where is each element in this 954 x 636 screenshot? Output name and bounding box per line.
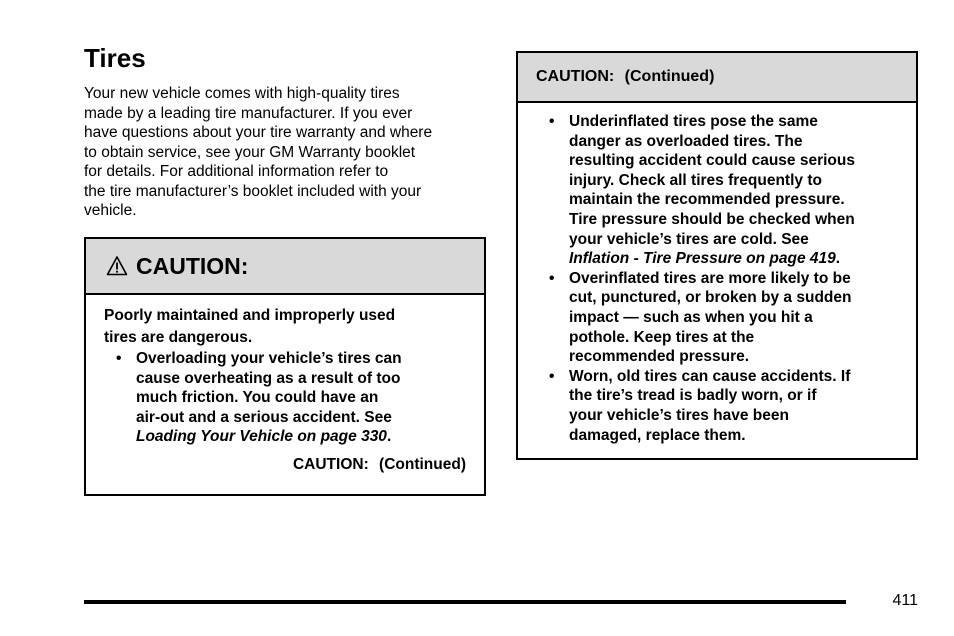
caution-header <box>86 239 484 295</box>
bullet-line: the tire’s tread is badly worn, or if <box>569 387 817 405</box>
bullet-line: impact — such as when you hit a <box>569 308 813 326</box>
bullet-item <box>104 349 466 447</box>
caution-heading: CAUTION: <box>136 252 249 279</box>
bullet-line: danger as overloaded tires. The <box>569 132 803 150</box>
caution-continued-header <box>518 53 916 103</box>
warning-triangle-icon <box>106 255 128 277</box>
bullet-line: • Overinflated tires are more likely to be <box>569 269 851 287</box>
bullet-ref-line: Inflation - Tire Pressure on page 419. <box>569 250 841 268</box>
lead-line: Poorly maintained and improperly used <box>104 307 396 324</box>
bullet-item <box>534 367 898 445</box>
caution-continued-body <box>518 103 916 445</box>
bullet-line: cut, punctured, or broken by a sudden <box>569 289 852 307</box>
bullet-line: • Worn, old tires can cause accidents. If <box>569 367 851 385</box>
bullet-item <box>534 112 898 269</box>
caution-bullets <box>104 349 466 447</box>
bullet-item <box>534 269 898 367</box>
caution-box <box>84 237 486 496</box>
bullet-ref-line: Loading Your Vehicle on page 330. <box>136 428 392 446</box>
page-reference-link: Inflation - Tire Pressure on page 419 <box>569 250 836 268</box>
bullet-line: maintain the recommended pressure. <box>569 191 845 209</box>
caution-continued-box <box>516 51 918 460</box>
intro-line: the tire manufacturer’s booklet included with your <box>84 182 422 200</box>
page-title: Tires <box>84 43 146 73</box>
bullet-line: your vehicle’s tires have been <box>569 406 789 424</box>
bullet-line: • Overloading your vehicle’s tires can <box>136 350 402 367</box>
page-reference-link: Loading Your Vehicle on page 330 <box>136 428 387 446</box>
intro-line: vehicle. <box>84 202 137 219</box>
intro-line: have questions about your tire warranty and where <box>84 124 433 141</box>
bullet-line: recommended pressure. <box>569 348 750 366</box>
caution-body <box>86 295 484 447</box>
bullet-line: air-out and a serious accident. See <box>136 408 392 426</box>
intro-line: Your new vehicle comes with high-quality tires <box>84 85 400 102</box>
bullet-line: pothole. Keep tires at the <box>569 328 755 346</box>
footer-rule <box>84 600 846 604</box>
lead-line: tires are dangerous. <box>104 329 253 346</box>
bullet-line: • Underinflated tires pose the same <box>569 113 818 130</box>
bullet-line: resulting accident could cause serious <box>569 152 855 170</box>
caution-lead <box>104 305 466 349</box>
continued-label: CAUTION: (Continued) <box>292 456 466 473</box>
bullet-line: damaged, replace them. <box>569 426 746 444</box>
page-number: 411 <box>892 592 918 609</box>
bullet-line: injury. Check all tires frequently to <box>569 171 822 189</box>
caution-bullets <box>534 112 898 445</box>
intro-line: made by a leading tire manufacturer. If you ever <box>84 104 413 122</box>
bullet-line: much friction. You could have an <box>136 389 379 407</box>
bullet-line: Tire pressure should be checked when <box>569 210 855 228</box>
intro-line: for details. For additional information refer to <box>84 163 389 180</box>
intro-paragraph <box>84 84 494 221</box>
bullet-line: cause overheating as a result of too <box>136 369 401 387</box>
intro-line: to obtain service, see your GM Warranty booklet <box>84 143 416 161</box>
bullet-line: your vehicle’s tires are cold. See <box>569 230 809 248</box>
caution-continued-heading: CAUTION: (Continued) <box>536 68 715 85</box>
